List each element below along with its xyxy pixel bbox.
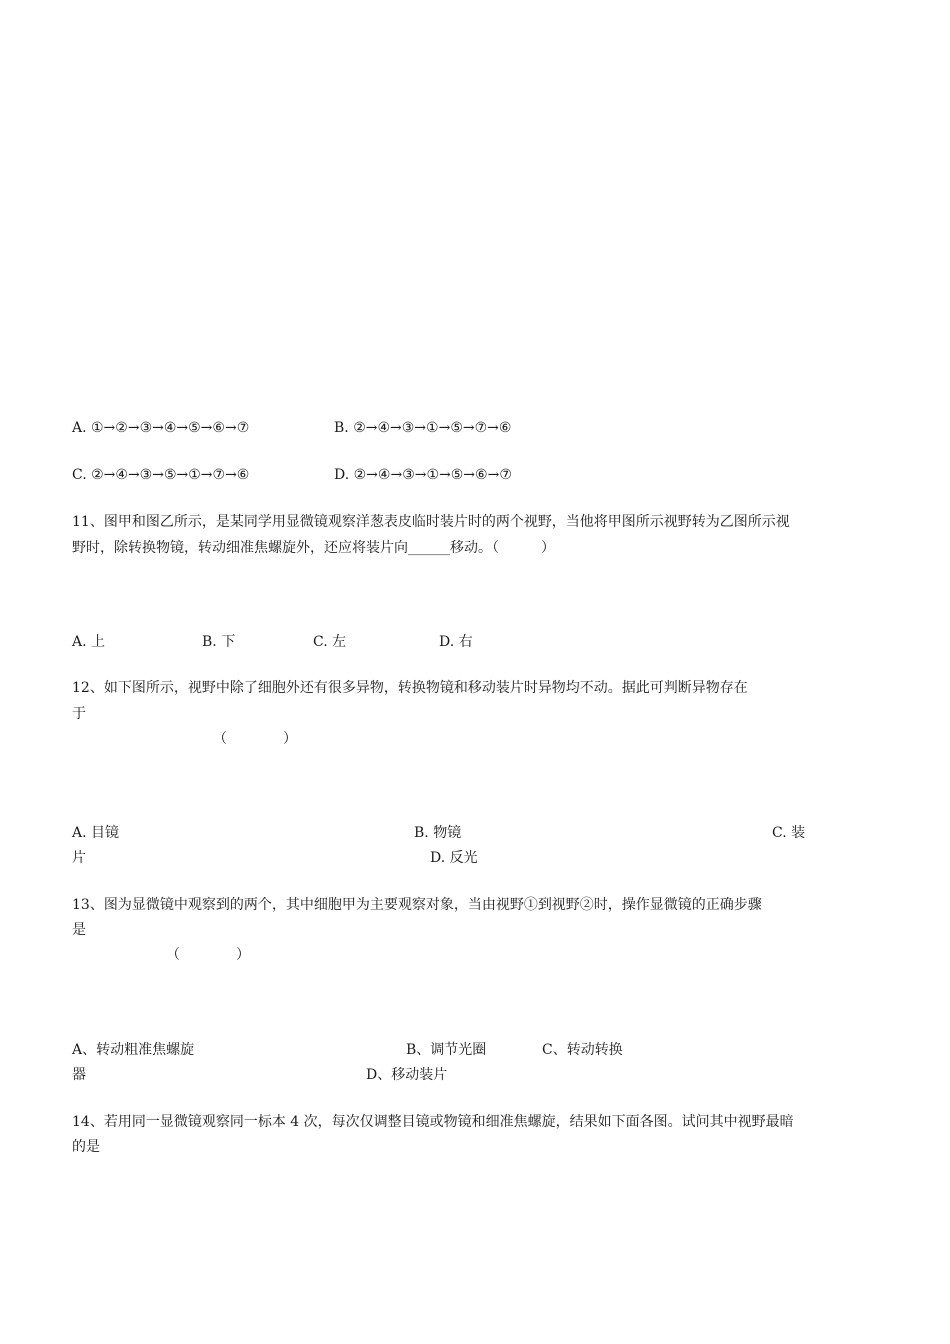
q11-stem-line2: 野时，除转换物镜，转动细准焦螺旋外，还应将装片向______移动。（ ） [72,540,555,556]
q12-answer-paren: （ ） [213,731,297,747]
q11-option-c: C. 左 [313,634,347,650]
q11-stem-line1: 11、图甲和图乙所示，是某同学用显微镜观察洋葱表皮临时装片时的两个视野，当他将甲图所示视野转为乙图所示视 [72,514,790,530]
q12-option-c-part1: C. 装 [772,825,806,841]
q13-option-c-part2: 器 [72,1067,86,1083]
q13-option-b: B、调节光圈 [406,1042,487,1058]
q12-option-b: B. 物镜 [414,825,462,841]
q12-stem-line1: 12、如下图所示，视野中除了细胞外还有很多异物，转换物镜和移动装片时异物均不动。据此可判断异物存在 [72,680,748,696]
q13-option-d: D、移动装片 [366,1067,448,1083]
q11-option-a: A. 上 [72,634,106,650]
q13-stem-line1: 13、图为显微镜中观察到的两个，其中细胞甲为主要观察对象，当由视野①到视野②时，操作显微镜的正确步骤 [72,897,762,913]
q10-option-b: B. ②→④→③→①→⑤→⑦→⑥ [334,420,512,436]
q14-stem-line1: 14、若用同一显微镜观察同一标本 4 次，每次仅调整目镜或物镜和细准焦螺旋，结果如下面各图。试问其中视野最暗 [72,1114,794,1130]
q13-answer-paren: （ ） [166,947,250,963]
q13-option-c-part1: C、转动转换 [542,1042,623,1058]
q10-option-c: C. ②→④→③→⑤→①→⑦→⑥ [72,467,250,483]
q14-stem-line2: 的是 [72,1139,100,1155]
q13-stem-line2: 是 [72,922,86,938]
q10-option-d: D. ②→④→③→①→⑤→⑥→⑦ [334,467,512,483]
q12-option-c-part2: 片 [72,850,86,866]
q12-option-a: A. 目镜 [72,825,120,841]
q11-option-b: B. 下 [202,634,236,650]
q13-option-a: A、转动粗准焦螺旋 [72,1042,195,1058]
q10-option-a: A. ①→②→③→④→⑤→⑥→⑦ [72,420,250,436]
q12-option-d: D. 反光 [430,850,478,866]
q12-stem-line2: 于 [72,706,86,722]
q11-option-d: D. 右 [439,634,473,650]
